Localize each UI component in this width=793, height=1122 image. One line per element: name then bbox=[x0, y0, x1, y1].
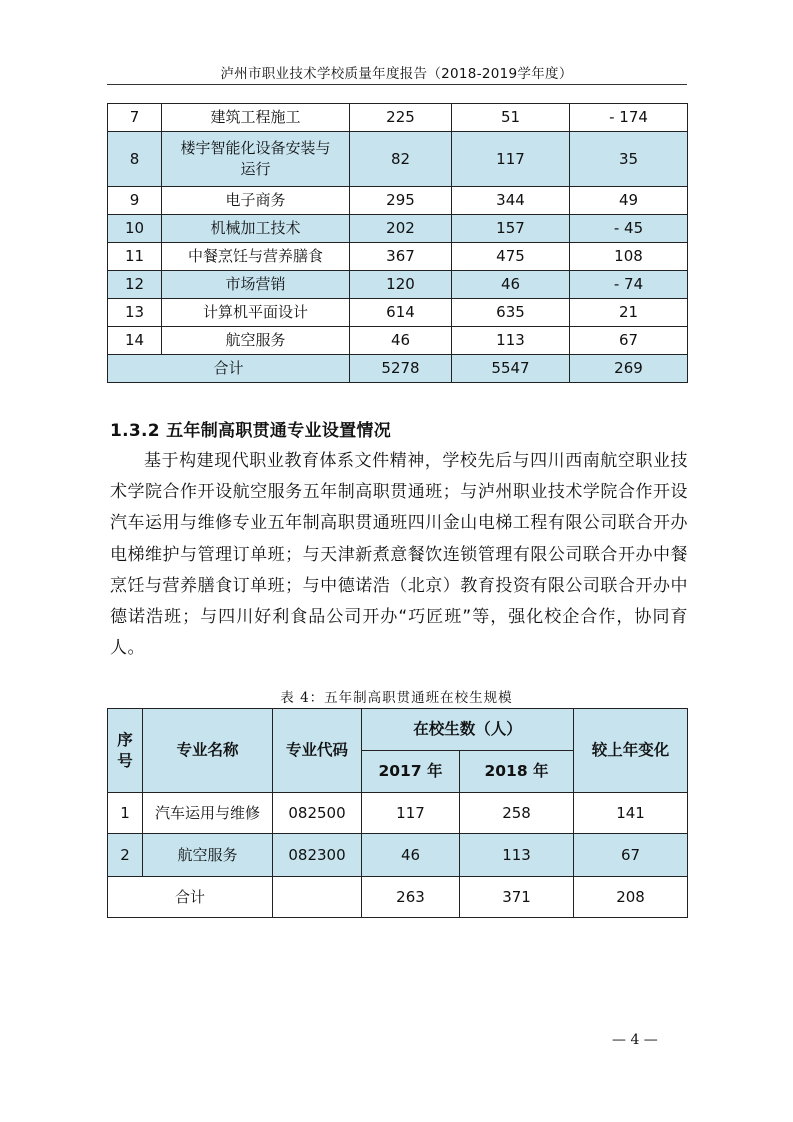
header-major-code: 专业代码 bbox=[273, 709, 362, 793]
change-value: 67 bbox=[574, 834, 688, 877]
header-major-name: 专业名称 bbox=[143, 709, 273, 793]
major-name: 电子商务 bbox=[162, 187, 350, 215]
header-index: 序号 bbox=[108, 709, 143, 793]
row-index: 7 bbox=[108, 104, 162, 132]
row-index: 9 bbox=[108, 187, 162, 215]
row-index: 11 bbox=[108, 243, 162, 271]
count-2018: 475 bbox=[452, 243, 570, 271]
total-change: 269 bbox=[570, 355, 688, 383]
table-header-row bbox=[108, 709, 688, 751]
row-index: 2 bbox=[108, 834, 143, 877]
row-index: 12 bbox=[108, 271, 162, 299]
row-index: 14 bbox=[108, 327, 162, 355]
count-2018: 46 bbox=[452, 271, 570, 299]
count-2018: 157 bbox=[452, 215, 570, 243]
header-year-2018: 2018 年 bbox=[460, 751, 574, 793]
change-value: 67 bbox=[570, 327, 688, 355]
total-2018: 371 bbox=[460, 877, 574, 918]
change-value: 108 bbox=[570, 243, 688, 271]
count-2017: 367 bbox=[350, 243, 452, 271]
change-value: 21 bbox=[570, 299, 688, 327]
table-caption: 表 4：五年制高职贯通班在校生规模 bbox=[280, 690, 513, 706]
report-header-title: 泸州市职业技术学校质量年度报告（2018-2019学年度） bbox=[220, 66, 573, 82]
five-year-program-enrollment-table bbox=[107, 708, 688, 918]
table-row bbox=[108, 104, 688, 132]
row-index: 1 bbox=[108, 793, 143, 834]
count-2018: 113 bbox=[452, 327, 570, 355]
change-value: - 45 bbox=[570, 215, 688, 243]
table-row bbox=[108, 215, 688, 243]
total-code bbox=[273, 877, 362, 918]
change-value: 49 bbox=[570, 187, 688, 215]
change-value: - 74 bbox=[570, 271, 688, 299]
major-code: 082300 bbox=[273, 834, 362, 877]
major-name: 建筑工程施工 bbox=[162, 104, 350, 132]
body-paragraph: 基于构建现代职业教育体系文件精神，学校先后与四川西南航空职业技术学院合作开设航空服务五年制高职贯通班；与泸州职业技术学院合作开设汽车运用与维修专业五年制高职贯通班四川金山电梯工程有限公司联合开办电梯维护与管理订单班；与天津新煮意餐饮连锁管理有限公司联合开办中餐烹饪与营养膳食订单班；与中德诺浩（北京）教育投资有限公司联合开办中德诺浩班；与四川好利食品公司开办“巧匠班”等，强化校企合作，协同育人。 bbox=[110, 451, 688, 659]
total-2017: 5278 bbox=[350, 355, 452, 383]
count-2018: 117 bbox=[452, 132, 570, 187]
row-index: 13 bbox=[108, 299, 162, 327]
section-heading: 1.3.2 五年制高职贯通专业设置情况 bbox=[110, 421, 392, 441]
table-row bbox=[108, 834, 688, 877]
table-total-row bbox=[108, 877, 688, 918]
major-name: 航空服务 bbox=[143, 834, 273, 877]
count-2017: 120 bbox=[350, 271, 452, 299]
change-value: - 174 bbox=[570, 104, 688, 132]
row-index: 10 bbox=[108, 215, 162, 243]
count-2018: 51 bbox=[452, 104, 570, 132]
table-row bbox=[108, 187, 688, 215]
change-value: 35 bbox=[570, 132, 688, 187]
major-name: 中餐烹饪与营养膳食 bbox=[162, 243, 350, 271]
major-name: 市场营销 bbox=[162, 271, 350, 299]
row-index: 8 bbox=[108, 132, 162, 187]
table-row bbox=[108, 327, 688, 355]
header-year-2017: 2017 年 bbox=[362, 751, 460, 793]
header-change: 较上年变化 bbox=[574, 709, 688, 793]
total-label: 合计 bbox=[108, 877, 273, 918]
count-2017: 46 bbox=[362, 834, 460, 877]
total-change: 208 bbox=[574, 877, 688, 918]
major-name: 汽车运用与维修 bbox=[143, 793, 273, 834]
table-row bbox=[108, 299, 688, 327]
count-2017: 202 bbox=[350, 215, 452, 243]
major-code: 082500 bbox=[273, 793, 362, 834]
header-divider bbox=[107, 84, 687, 85]
count-2017: 82 bbox=[350, 132, 452, 187]
count-2018: 344 bbox=[452, 187, 570, 215]
count-2018: 635 bbox=[452, 299, 570, 327]
header-enrolled: 在校生数（人） bbox=[362, 709, 574, 751]
total-2018: 5547 bbox=[452, 355, 570, 383]
major-name: 航空服务 bbox=[162, 327, 350, 355]
count-2017: 117 bbox=[362, 793, 460, 834]
count-2017: 225 bbox=[350, 104, 452, 132]
major-name: 机械加工技术 bbox=[162, 215, 350, 243]
count-2018: 258 bbox=[460, 793, 574, 834]
count-2018: 113 bbox=[460, 834, 574, 877]
table-total-row bbox=[108, 355, 688, 383]
change-value: 141 bbox=[574, 793, 688, 834]
major-name: 计算机平面设计 bbox=[162, 299, 350, 327]
count-2017: 614 bbox=[350, 299, 452, 327]
count-2017: 295 bbox=[350, 187, 452, 215]
total-label: 合计 bbox=[108, 355, 350, 383]
table-row bbox=[108, 132, 688, 187]
enrollment-by-major-table-continued bbox=[107, 103, 688, 383]
table-row bbox=[108, 271, 688, 299]
table-row bbox=[108, 793, 688, 834]
count-2017: 46 bbox=[350, 327, 452, 355]
table-row bbox=[108, 243, 688, 271]
major-name: 楼宇智能化设备安装与运行 bbox=[162, 132, 350, 187]
page-number: — 4 — bbox=[612, 1032, 658, 1048]
total-2017: 263 bbox=[362, 877, 460, 918]
